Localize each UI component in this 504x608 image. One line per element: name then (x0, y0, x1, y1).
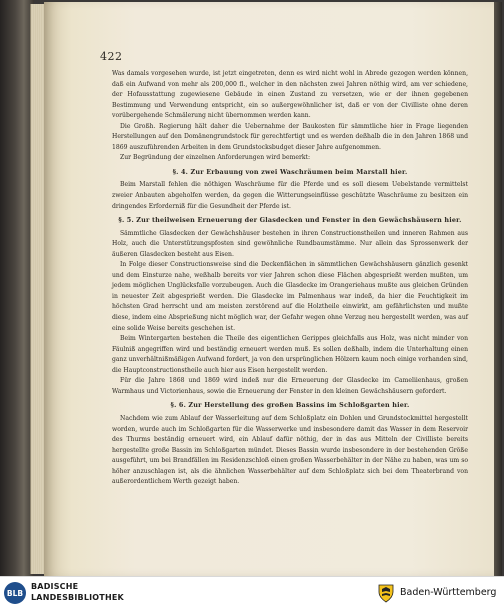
section-heading: §. 6. Zur Herstellung des großen Bassins im Schloßgarten hier. (170, 401, 410, 410)
paragraph: In Folge dieser Constructionsweise sind die Deckenflächen in sämmtlichen Gewächshäusern gänzlich gesenkt und dem Einsturze nahe, weßhalb bereits vor vier Jahren schon diese Flächen abgesprießt werden mußten, um jedem möglichen Unglücksfalle vorzubeugen. Auch die Glasdecke im Orangeriehaus mußte aus gleichen Gründen in neuester Zeit abgesprießt werden. Die Glasdecke im Palmenhaus war indeß, da hier die Feuchtigkeit im höchsten Grad herrscht und am meisten zerstörend auf die Holztheile einwirkt, am gefährlichsten und mußte diese, indem eine Absprießung nicht möglich war, der Gefahr wegen ohne Verzug neu hergestellt werden, was auf eine solide Weise bereits geschehen ist. (112, 261, 468, 332)
paragraph: Was damals vorgesehen wurde, ist jetzt eingetreten, denn es wird nicht wohl in Abrede gezogen werden können, daß ein Aufwand von mehr als 200,000 fl., welcher in den nächsten zwei Jahren nöthig wird, am ver schiedene, der Hofausstattung zugewiesene Gebäude in einen Zustand zu versetzen, wie er der ihnen gegebenen Bestimmung und Verwendung entspricht, ein so außergewöhnlicher ist, daß er von der Civilliste ohne deren vorübergehende Schmälerung nicht übernommen werden kann. (112, 70, 468, 120)
section-heading: §. 5. Zur theilweisen Erneuerung der Glasdecken und Fenster in den Gewächshäusern hier. (118, 216, 462, 225)
paragraph: Für die Jahre 1868 und 1869 wird indeß nur die Erneuerung der Glasdecke im Cameliienhaus, großen Warmhaus und Victorienhaus, sowie die Erneuerung der Fenster in den kleinen Gewächshäusern gefordert. (112, 377, 468, 395)
footer-bar (0, 576, 504, 608)
state-name[interactable]: Baden-Württemberg (400, 587, 497, 598)
page-number: 422 (100, 50, 123, 63)
paragraph: Beim Wintergarten bestehen die Theile des eigentlichen Gerippes gleichfalls aus Holz, was nicht minder von Fäulniß angegriffen wird und beständig erneuert werden muß. Es sollen deßhalb, indem die Unterhaltung einen ganz unverhältnißmäßigen Aufwand fordert, ja von den ursprünglichen Hölzern kaum noch einige vorhanden sind, die Hauptconstructionstheile auch hier aus Eisen hergestellt werden. (112, 335, 468, 374)
paragraph: Zur Begründung der einzelnen Anforderungen wird bemerkt: (120, 154, 311, 162)
paragraph: Beim Marstall fehlen die nöthigen Waschräume für die Pferde und es soll diesem Uebelstande vermittelst zweier Anbauten abgeholfen werden, da gegen die Witterungseinflüsse geschützte Waschräume zu besitzen ein dringendes Erforderniß für die Gesundheit der Pferde ist. (112, 181, 468, 210)
paragraph: Nachdem wie zum Ablauf der Wasserleitung auf dem Schloßplatz ein Dohlen und Grundstockmittel hergestellt worden, wurde auch im Schloßgarten für die Wasserwerke und insbesondere damit das Wasser in dem Reservoir des Thurms beständig erneuert wird, ein Ablauf dafür nöthig, der in das aus Mitteln der Civilliste bereits hergestellte große Bassin im Schloßgarten mündet. Dieses Bassin wurde insbesondere in der bestehenden Größe ausgeführt, um bei Brandfällen im Residenzschloß einen großen Wasserbehälter in der Nähe zu haben, was um so höher anzuschlagen ist, als die ähnlichen Wasserbehälter auf dem Schloßplatz sich bei dem Theaterbrand von außerordentlichem Werth gezeigt haben. (112, 414, 468, 486)
library-name-line2: LANDESBIBLIOTHEK (31, 592, 124, 602)
paragraph: Sämmtliche Glasdecken der Gewächshäuser bestehen in ihren Constructionstheilen und inneren Rahmen aus Holz, auch die Unterstützungspfosten sind gewöhnliche Rundbaumstämme. Nur allein das Sprossenwerk der äußeren Glasdecken besteht aus Eisen. (112, 229, 468, 258)
baden-wuerttemberg-crest-icon (377, 583, 395, 603)
library-name-line1: BADISCHE (31, 582, 79, 591)
paragraph: Die Großh. Regierung hält daher die Uebernahme der Baukosten für sämmtliche hier in Frage liegenden Herstellungen auf den Domänengrundstock für gerechtfertigt und es werden deßhalb die in den Jahren 1868 und 1869 auszuführenden Arbeiten in dem Grundstocksbudget dieser Jahre aufgenommen. (112, 122, 468, 151)
library-name[interactable] (31, 582, 124, 603)
cover-edge (494, 2, 502, 578)
page-text-body (112, 69, 468, 488)
blb-logo-icon[interactable]: BLB (4, 582, 26, 604)
section-heading: §. 4. Zur Erbauung von zwei Waschräumen beim Marstall hier. (172, 167, 408, 176)
book-spine (0, 0, 34, 576)
